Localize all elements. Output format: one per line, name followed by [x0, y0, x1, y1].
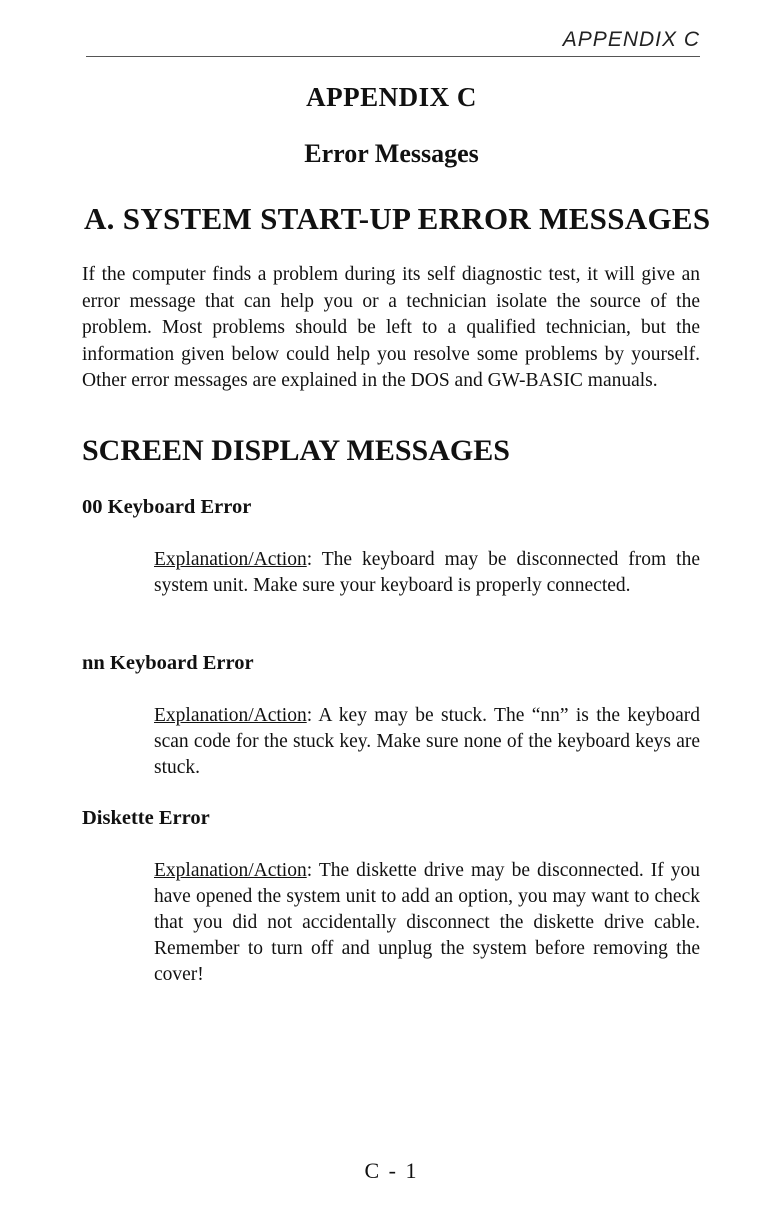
- appendix-title: APPENDIX C: [306, 82, 477, 112]
- page-number: C - 1: [364, 1158, 419, 1183]
- explanation-text: : The keyboard may be disconnected from the system unit. Make sure your keyboard is properly connected.: [154, 549, 700, 596]
- subsection-heading: SCREEN DISPLAY MESSAGES: [82, 434, 510, 467]
- explanation-label: Explanation/Action: [154, 860, 307, 881]
- error-title-diskette: Diskette Error: [82, 807, 210, 829]
- intro-paragraph: If the computer finds a problem during its self diagnostic test, it will give an error message that can help you or a technician isolate the source of the problem. Most problems should be left to a qualified technician, but the information given below could help you resolve some problems by yourself. Other error messages are explained in the DOS and GW-BASIC manuals.: [82, 264, 700, 391]
- appendix-subtitle: Error Messages: [304, 139, 479, 168]
- error-title-keyboard-nn: nn Keyboard Error: [82, 652, 254, 674]
- explanation-label: Explanation/Action: [154, 705, 307, 726]
- running-header-title: APPENDIX C: [562, 28, 700, 51]
- error-explanation-diskette: [154, 858, 700, 988]
- running-header: [86, 28, 700, 57]
- explanation-text: : The diskette drive may be disconnected. If you have opened the system unit to add an option, you may want to check that you did not accidentally disconnect the diskette drive cable. Remember to turn off and unplug the system before removing the cover!: [154, 860, 700, 985]
- explanation-text: : A key may be stuck. The “nn” is the keyboard scan code for the stuck key. Make sure none of the keyboard keys are stuck.: [154, 705, 700, 778]
- error-explanation-keyboard-00: [154, 547, 700, 599]
- section-heading: A. SYSTEM START-UP ERROR MESSAGES: [84, 201, 711, 236]
- explanation-label: Explanation/Action: [154, 549, 307, 570]
- error-explanation-keyboard-nn: [154, 703, 700, 781]
- error-title-keyboard-00: 00 Keyboard Error: [82, 496, 252, 518]
